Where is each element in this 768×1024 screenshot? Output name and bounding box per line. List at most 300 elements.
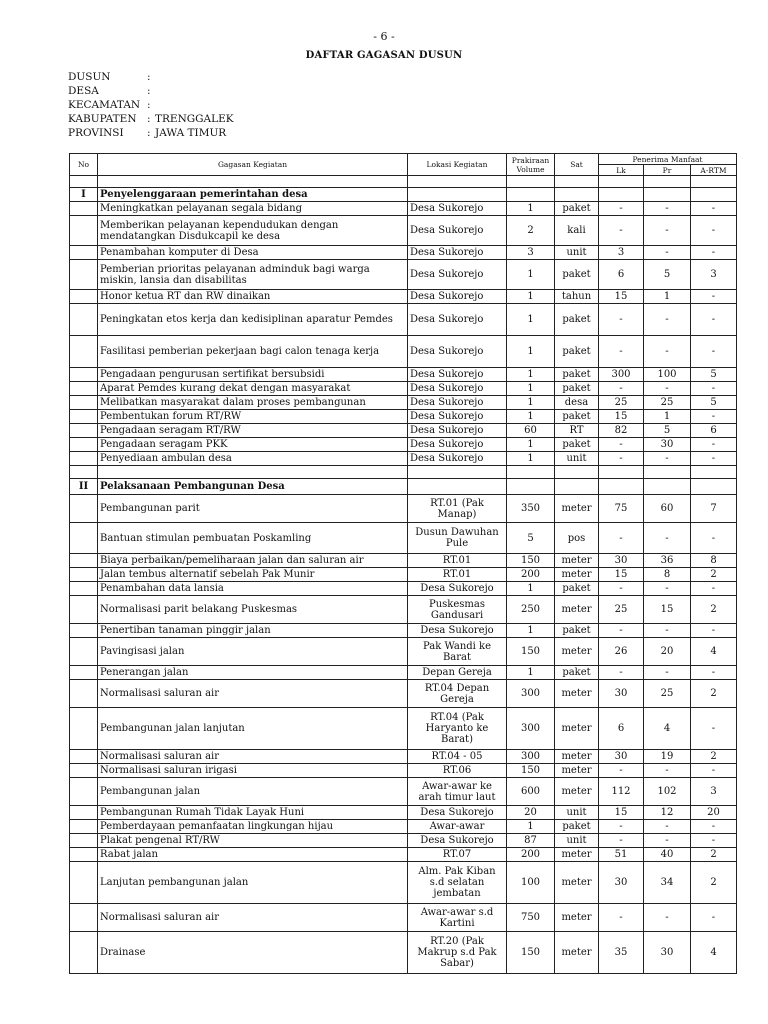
pr-cell: 15: [644, 596, 691, 624]
activity-cell: Fasilitasi pemberian pekerjaan bagi calon tenaga kerja: [98, 336, 408, 368]
col-header-penerima: Penerima Manfaat: [599, 154, 737, 165]
empty-cell: [599, 188, 644, 202]
pr-cell: 20: [644, 638, 691, 666]
unit-cell: meter: [555, 638, 599, 666]
artm-cell: 20: [691, 806, 737, 820]
artm-cell: -: [691, 452, 737, 466]
table-row: [70, 834, 737, 848]
table-row: [70, 778, 737, 806]
meta-label: DESA: [68, 85, 99, 97]
volume-cell: 300: [507, 750, 555, 764]
meta-label: DUSUN: [68, 71, 111, 83]
table-row: [70, 368, 737, 382]
volume-cell: 150: [507, 932, 555, 974]
activity-cell: Normalisasi saluran air: [98, 750, 408, 764]
empty-cell: [408, 466, 507, 479]
empty-cell: [555, 176, 599, 188]
table-row: [70, 495, 737, 523]
col-header-pr: Pr: [644, 165, 691, 176]
row-number: [70, 452, 98, 466]
volume-cell: 300: [507, 708, 555, 750]
row-number: [70, 424, 98, 438]
table-row: [70, 680, 737, 708]
table-row: [70, 568, 737, 582]
pr-cell: 4: [644, 708, 691, 750]
location-cell: Desa Sukorejo: [408, 336, 507, 368]
pr-cell: -: [644, 336, 691, 368]
row-number: [70, 764, 98, 778]
row-number: [70, 862, 98, 904]
row-number: [70, 368, 98, 382]
volume-cell: 1: [507, 666, 555, 680]
location-cell: Puskesmas Gandusari: [408, 596, 507, 624]
col-header-no: No: [70, 154, 98, 176]
location-cell: Desa Sukorejo: [408, 806, 507, 820]
activity-cell: Penerangan jalan: [98, 666, 408, 680]
artm-cell: -: [691, 438, 737, 452]
section-number: I: [70, 188, 98, 202]
volume-cell: 1: [507, 304, 555, 336]
location-cell: Desa Sukorejo: [408, 304, 507, 336]
lk-cell: 75: [599, 495, 644, 523]
pr-cell: -: [644, 764, 691, 778]
empty-cell: [599, 176, 644, 188]
volume-cell: 1: [507, 438, 555, 452]
unit-cell: paket: [555, 260, 599, 290]
unit-cell: unit: [555, 834, 599, 848]
table-row: [70, 596, 737, 624]
artm-cell: 5: [691, 368, 737, 382]
unit-cell: unit: [555, 452, 599, 466]
meta-colon: :: [147, 113, 151, 125]
location-cell: Desa Sukorejo: [408, 382, 507, 396]
activity-cell: Melibatkan masyarakat dalam proses pembangunan: [98, 396, 408, 410]
pr-cell: -: [644, 202, 691, 216]
row-number: [70, 216, 98, 246]
activity-cell: Biaya perbaikan/pemeliharaan jalan dan saluran air: [98, 554, 408, 568]
table-row: [70, 764, 737, 778]
table-row: [70, 216, 737, 246]
col-header-lokasi: Lokasi Kegiatan: [408, 154, 507, 176]
artm-cell: -: [691, 666, 737, 680]
pr-cell: -: [644, 523, 691, 554]
volume-cell: 1: [507, 452, 555, 466]
empty-cell: [691, 479, 737, 495]
location-cell: Desa Sukorejo: [408, 246, 507, 260]
location-cell: RT.04 Depan Gereja: [408, 680, 507, 708]
unit-cell: kali: [555, 216, 599, 246]
empty-cell: [408, 479, 507, 495]
artm-cell: 4: [691, 932, 737, 974]
location-cell: Desa Sukorejo: [408, 438, 507, 452]
lk-cell: 51: [599, 848, 644, 862]
section-row: [70, 188, 737, 202]
empty-cell: [408, 176, 507, 188]
lk-cell: -: [599, 336, 644, 368]
table-row: [70, 554, 737, 568]
empty-cell: [691, 188, 737, 202]
lk-cell: 15: [599, 410, 644, 424]
activity-cell: Pembentukan forum RT/RW: [98, 410, 408, 424]
pr-cell: 1: [644, 410, 691, 424]
activity-cell: Rabat jalan: [98, 848, 408, 862]
lk-cell: 15: [599, 290, 644, 304]
location-cell: Desa Sukorejo: [408, 290, 507, 304]
artm-cell: -: [691, 382, 737, 396]
row-number: [70, 680, 98, 708]
empty-cell: [507, 466, 555, 479]
pr-cell: -: [644, 820, 691, 834]
unit-cell: meter: [555, 750, 599, 764]
page-title: DAFTAR GAGASAN DUSUN: [305, 50, 463, 61]
empty-cell: [555, 188, 599, 202]
table-row: [70, 382, 737, 396]
pr-cell: 5: [644, 424, 691, 438]
row-number: [70, 554, 98, 568]
row-number: [70, 848, 98, 862]
volume-cell: 1: [507, 396, 555, 410]
activity-cell: Pembangunan Rumah Tidak Layak Huni: [98, 806, 408, 820]
table-row: [70, 666, 737, 680]
table-row: [70, 820, 737, 834]
volume-cell: 1: [507, 820, 555, 834]
row-number: [70, 246, 98, 260]
empty-cell: [70, 176, 98, 188]
activity-cell: Pembangunan parit: [98, 495, 408, 523]
pr-cell: -: [644, 216, 691, 246]
artm-cell: 2: [691, 848, 737, 862]
artm-cell: 5: [691, 396, 737, 410]
lk-cell: -: [599, 216, 644, 246]
pr-cell: 36: [644, 554, 691, 568]
activity-cell: Pengadaan pengurusan sertifikat bersubsidi: [98, 368, 408, 382]
unit-cell: tahun: [555, 290, 599, 304]
volume-cell: 20: [507, 806, 555, 820]
activity-cell: Normalisasi saluran irigasi: [98, 764, 408, 778]
activity-cell: Pemberdayaan pemanfaatan lingkungan hijau: [98, 820, 408, 834]
volume-cell: 750: [507, 904, 555, 932]
unit-cell: paket: [555, 336, 599, 368]
artm-cell: -: [691, 523, 737, 554]
meta-value: TRENGGALEK: [155, 113, 234, 125]
artm-cell: -: [691, 304, 737, 336]
artm-cell: -: [691, 820, 737, 834]
meta-row-desa: [68, 84, 234, 98]
row-number: [70, 582, 98, 596]
table-row: [70, 750, 737, 764]
artm-cell: 2: [691, 680, 737, 708]
location-cell: RT.04 (Pak Haryanto ke Barat): [408, 708, 507, 750]
row-number: [70, 260, 98, 290]
unit-cell: desa: [555, 396, 599, 410]
lk-cell: 15: [599, 806, 644, 820]
artm-cell: -: [691, 708, 737, 750]
unit-cell: paket: [555, 410, 599, 424]
pr-cell: -: [644, 246, 691, 260]
location-cell: Pak Wandi ke Barat: [408, 638, 507, 666]
table-row: [70, 304, 737, 336]
unit-cell: meter: [555, 708, 599, 750]
activity-cell: Penyediaan ambulan desa: [98, 452, 408, 466]
pr-cell: -: [644, 834, 691, 848]
location-cell: RT.01 (Pak Manap): [408, 495, 507, 523]
unit-cell: meter: [555, 904, 599, 932]
row-number: [70, 834, 98, 848]
location-cell: Desa Sukorejo: [408, 834, 507, 848]
pr-cell: -: [644, 904, 691, 932]
table-row: [70, 202, 737, 216]
artm-cell: 3: [691, 778, 737, 806]
row-number: [70, 336, 98, 368]
pr-cell: 8: [644, 568, 691, 582]
empty-cell: [555, 466, 599, 479]
row-number: [70, 202, 98, 216]
table-body: [70, 176, 737, 974]
pr-cell: -: [644, 582, 691, 596]
activity-cell: Pembangunan jalan lanjutan: [98, 708, 408, 750]
empty-cell: [599, 479, 644, 495]
artm-cell: 8: [691, 554, 737, 568]
meta-value: JAWA TIMUR: [155, 127, 227, 139]
lk-cell: -: [599, 820, 644, 834]
row-number: [70, 396, 98, 410]
empty-cell: [408, 188, 507, 202]
row-number: [70, 820, 98, 834]
location-cell: Alm. Pak Kiban s.d selatan jembatan: [408, 862, 507, 904]
activity-cell: Peningkatan etos kerja dan kedisiplinan aparatur Pemdes: [98, 304, 408, 336]
volume-cell: 1: [507, 290, 555, 304]
artm-cell: -: [691, 246, 737, 260]
unit-cell: RT: [555, 424, 599, 438]
empty-cell: [644, 466, 691, 479]
artm-cell: 7: [691, 495, 737, 523]
unit-cell: paket: [555, 624, 599, 638]
col-header-gagasan: Gagasan Kegiatan: [98, 154, 408, 176]
row-number: [70, 750, 98, 764]
volume-cell: 250: [507, 596, 555, 624]
meta-colon: :: [147, 99, 151, 111]
lk-cell: 30: [599, 862, 644, 904]
row-number: [70, 904, 98, 932]
meta-row-kabupaten: [68, 112, 234, 126]
meta-colon: :: [147, 85, 151, 97]
table-row: [70, 246, 737, 260]
volume-cell: 1: [507, 336, 555, 368]
pr-cell: -: [644, 666, 691, 680]
lk-cell: -: [599, 666, 644, 680]
pr-cell: 12: [644, 806, 691, 820]
lk-cell: -: [599, 382, 644, 396]
row-number: [70, 290, 98, 304]
row-number: [70, 568, 98, 582]
lk-cell: -: [599, 304, 644, 336]
lk-cell: 25: [599, 396, 644, 410]
location-cell: Awar-awar s.d Kartini: [408, 904, 507, 932]
header-row: [70, 154, 737, 165]
pr-cell: 30: [644, 932, 691, 974]
lk-cell: 15: [599, 568, 644, 582]
empty-cell: [644, 188, 691, 202]
location-cell: Desa Sukorejo: [408, 410, 507, 424]
table-row: [70, 582, 737, 596]
activity-cell: Plakat pengenal RT/RW: [98, 834, 408, 848]
pr-cell: 1: [644, 290, 691, 304]
empty-cell: [691, 176, 737, 188]
activity-cell: Penertiban tanaman pinggir jalan: [98, 624, 408, 638]
location-cell: Awar-awar ke arah timur laut: [408, 778, 507, 806]
lk-cell: -: [599, 582, 644, 596]
unit-cell: meter: [555, 554, 599, 568]
meta-label: KABUPATEN: [68, 113, 137, 125]
col-header-lk: Lk: [599, 165, 644, 176]
empty-cell: [644, 479, 691, 495]
volume-cell: 200: [507, 568, 555, 582]
activity-cell: Pengadaan seragam PKK: [98, 438, 408, 452]
volume-cell: 150: [507, 764, 555, 778]
activity-cell: Drainase: [98, 932, 408, 974]
empty-cell: [555, 479, 599, 495]
pr-cell: 25: [644, 396, 691, 410]
location-cell: RT.07: [408, 848, 507, 862]
lk-cell: 26: [599, 638, 644, 666]
artm-cell: 4: [691, 638, 737, 666]
pr-cell: -: [644, 452, 691, 466]
pr-cell: 19: [644, 750, 691, 764]
lk-cell: 35: [599, 932, 644, 974]
table-row: [70, 848, 737, 862]
activity-cell: Bantuan stimulan pembuatan Poskamling: [98, 523, 408, 554]
unit-cell: meter: [555, 568, 599, 582]
volume-cell: 1: [507, 368, 555, 382]
activity-cell: Pavingisasi jalan: [98, 638, 408, 666]
pr-cell: 100: [644, 368, 691, 382]
volume-cell: 1: [507, 410, 555, 424]
pr-cell: -: [644, 304, 691, 336]
lk-cell: 30: [599, 750, 644, 764]
table-row: [70, 806, 737, 820]
table-row: [70, 523, 737, 554]
lk-cell: -: [599, 438, 644, 452]
table-row: [70, 862, 737, 904]
unit-cell: meter: [555, 495, 599, 523]
blank-row: [70, 176, 737, 188]
meta-colon: :: [147, 71, 151, 83]
lk-cell: -: [599, 452, 644, 466]
row-number: [70, 410, 98, 424]
row-number: [70, 624, 98, 638]
artm-cell: -: [691, 834, 737, 848]
location-header: [68, 70, 234, 140]
empty-cell: [644, 176, 691, 188]
location-cell: Desa Sukorejo: [408, 582, 507, 596]
empty-cell: [507, 479, 555, 495]
table-row: [70, 410, 737, 424]
artm-cell: -: [691, 290, 737, 304]
unit-cell: meter: [555, 862, 599, 904]
location-cell: Awar-awar: [408, 820, 507, 834]
lk-cell: 300: [599, 368, 644, 382]
empty-cell: [599, 466, 644, 479]
artm-cell: 2: [691, 750, 737, 764]
artm-cell: -: [691, 624, 737, 638]
row-number: [70, 596, 98, 624]
meta-label: KECAMATAN: [68, 99, 141, 111]
meta-label: PROVINSI: [68, 127, 124, 139]
artm-cell: -: [691, 904, 737, 932]
artm-cell: -: [691, 410, 737, 424]
volume-cell: 1: [507, 202, 555, 216]
empty-cell: [507, 188, 555, 202]
artm-cell: 2: [691, 862, 737, 904]
volume-cell: 150: [507, 554, 555, 568]
unit-cell: paket: [555, 368, 599, 382]
artm-cell: 2: [691, 596, 737, 624]
unit-cell: meter: [555, 596, 599, 624]
empty-cell: [70, 466, 98, 479]
unit-cell: meter: [555, 680, 599, 708]
unit-cell: pos: [555, 523, 599, 554]
activity-cell: Normalisasi parit belakang Puskesmas: [98, 596, 408, 624]
section-title: Penyelenggaraan pemerintahan desa: [98, 188, 408, 202]
artm-cell: -: [691, 582, 737, 596]
artm-cell: 3: [691, 260, 737, 290]
empty-cell: [691, 466, 737, 479]
lk-cell: 30: [599, 554, 644, 568]
section-title: Pelaksanaan Pembangunan Desa: [98, 479, 408, 495]
empty-cell: [98, 466, 408, 479]
lk-cell: -: [599, 834, 644, 848]
unit-cell: paket: [555, 382, 599, 396]
volume-cell: 2: [507, 216, 555, 246]
activity-cell: Normalisasi saluran air: [98, 680, 408, 708]
table-row: [70, 638, 737, 666]
unit-cell: meter: [555, 764, 599, 778]
unit-cell: unit: [555, 806, 599, 820]
activity-cell: Pembangunan jalan: [98, 778, 408, 806]
volume-cell: 1: [507, 260, 555, 290]
artm-cell: -: [691, 764, 737, 778]
gagasan-table: [69, 153, 737, 974]
volume-cell: 600: [507, 778, 555, 806]
row-number: [70, 932, 98, 974]
location-cell: RT.06: [408, 764, 507, 778]
location-cell: RT.04 - 05: [408, 750, 507, 764]
activity-cell: Normalisasi saluran air: [98, 904, 408, 932]
blank-row: [70, 466, 737, 479]
empty-cell: [98, 176, 408, 188]
unit-cell: paket: [555, 582, 599, 596]
unit-cell: paket: [555, 304, 599, 336]
volume-cell: 1: [507, 624, 555, 638]
pr-cell: 60: [644, 495, 691, 523]
row-number: [70, 666, 98, 680]
table-row: [70, 396, 737, 410]
volume-cell: 5: [507, 523, 555, 554]
volume-cell: 300: [507, 680, 555, 708]
location-cell: Desa Sukorejo: [408, 202, 507, 216]
row-number: [70, 438, 98, 452]
row-number: [70, 495, 98, 523]
activity-cell: Pemberian prioritas pelayanan adminduk bagi warga miskin, lansia dan disabilitas: [98, 260, 408, 290]
artm-cell: -: [691, 336, 737, 368]
pr-cell: 40: [644, 848, 691, 862]
location-cell: RT.20 (Pak Makrup s.d Pak Sabar): [408, 932, 507, 974]
table-row: [70, 290, 737, 304]
table-row: [70, 438, 737, 452]
lk-cell: 3: [599, 246, 644, 260]
section-number: II: [70, 479, 98, 495]
table-row: [70, 708, 737, 750]
